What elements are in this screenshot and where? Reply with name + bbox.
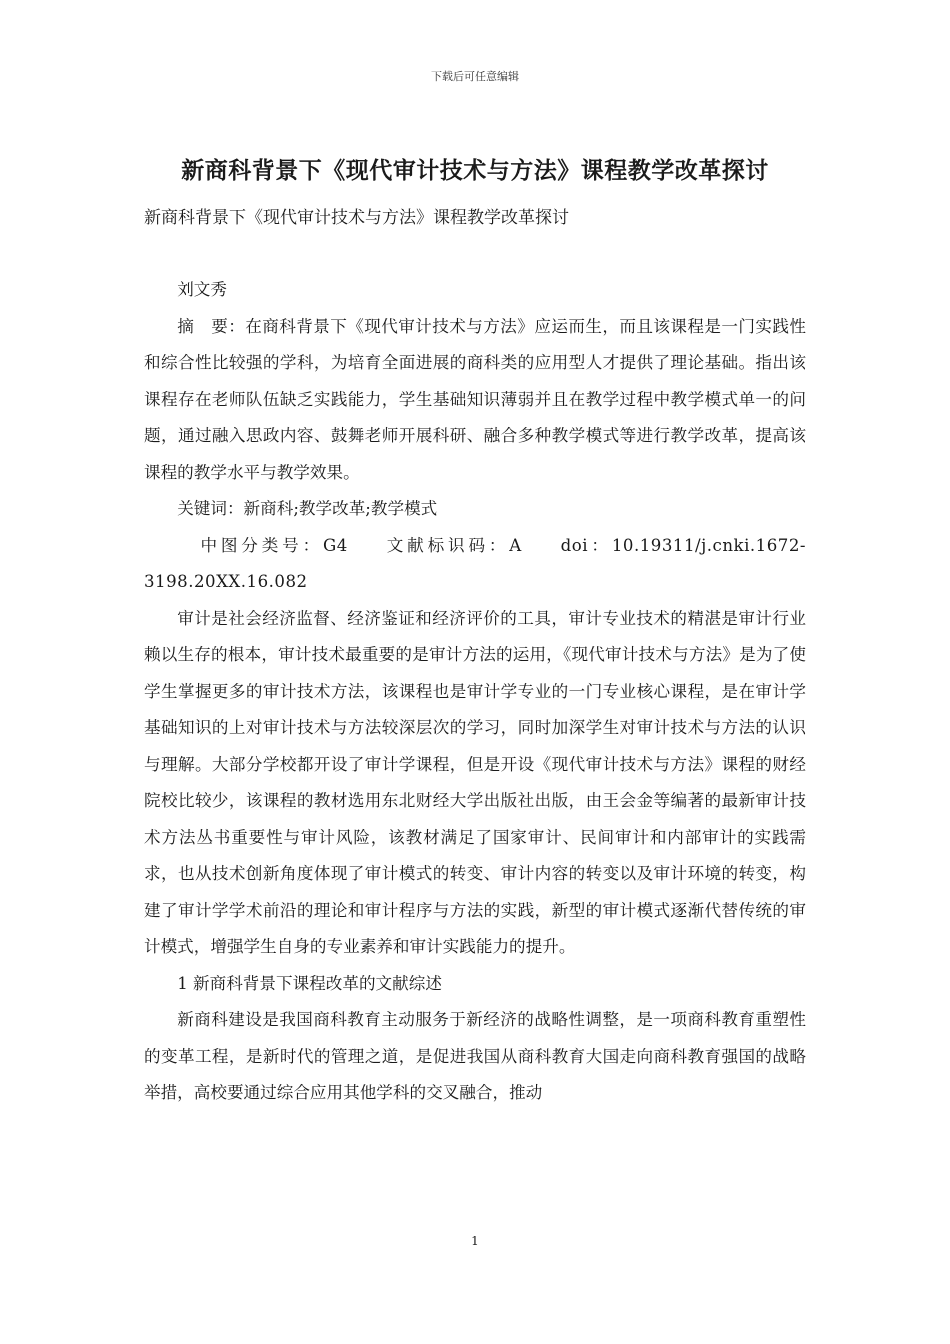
abstract: 摘 要：在商科背景下《现代审计技术与方法》应运而生，而且该课程是一门实践性和综合性比较强的学科，为培育全面进展的商科类的应用型人才提供了理论基础。指出该课程存在老师队伍缺乏实践能力，学生基础知识薄弱并且在教学过程中教学模式单一的问题，通过融入思政内容、鼓舞老师开展科研、融合多种教学模式等进行教学改革，提高该课程的教学水平与教学效果。 [144,316,806,482]
paragraph: 审计是社会经济监督、经济鉴证和经济评价的工具，审计专业技术的精湛是审计行业赖以生存的根本，审计技术最重要的是审计方法的运用，《现代审计技术与方法》是为了使学生掌握更多的审计技术方法，该课程也是审计学专业的一门专业核心课程，是在审计学基础知识的上对审计技术与方法较深层次的学习，同时加深学生对审计技术与方法的认识与理解。大部分学校都开设了审计学课程，但是开设《现代审计技术与方法》课程的财经院校比较少，该课程的教材选用东北财经大学出版社出版，由王会金等编著的最新审计技术方法丛书重要性与审计风险，该教材满足了国家审计、民间审计和内部审计的实践需求，也从技术创新角度体现了审计模式的转变、审计内容的转变以及审计环境的转变，构建了审计学学术前沿的理论和审计程序与方法的实践，新型的审计模式逐渐代替传统的审计模式，增强学生自身的专业素养和审计实践能力的提升。 [144,608,806,956]
section-heading: 1 新商科背景下课程改革的文献综述 [177,973,442,993]
header-note: 下载后可任意编辑 [431,70,519,83]
keywords: 关键词：新商科;教学改革;教学模式 [177,499,438,518]
paragraph: 新商科建设是我国商科教育主动服务于新经济的战略性调整，是一项商科教育重塑性的变革工程，是新时代的管理之道，是促进我国从商科教育大国走向商科教育强国的战略举措，高校要通过综合应用其他学科的交叉融合，推动 [144,1010,806,1102]
author: 刘文秀 [177,280,227,299]
page-number: 1 [471,1234,479,1248]
document-title: 新商科背景下《现代审计技术与方法》课程教学改革探讨 [181,158,769,184]
document-body [144,272,806,1112]
classification-line: 中图分类号：G4 文献标识码：A doi：10.19311/j.cnki.1672-3198.20XX.16.082 [144,535,806,591]
document-subtitle: 新商科背景下《现代审计技术与方法》课程教学改革探讨 [144,208,569,228]
